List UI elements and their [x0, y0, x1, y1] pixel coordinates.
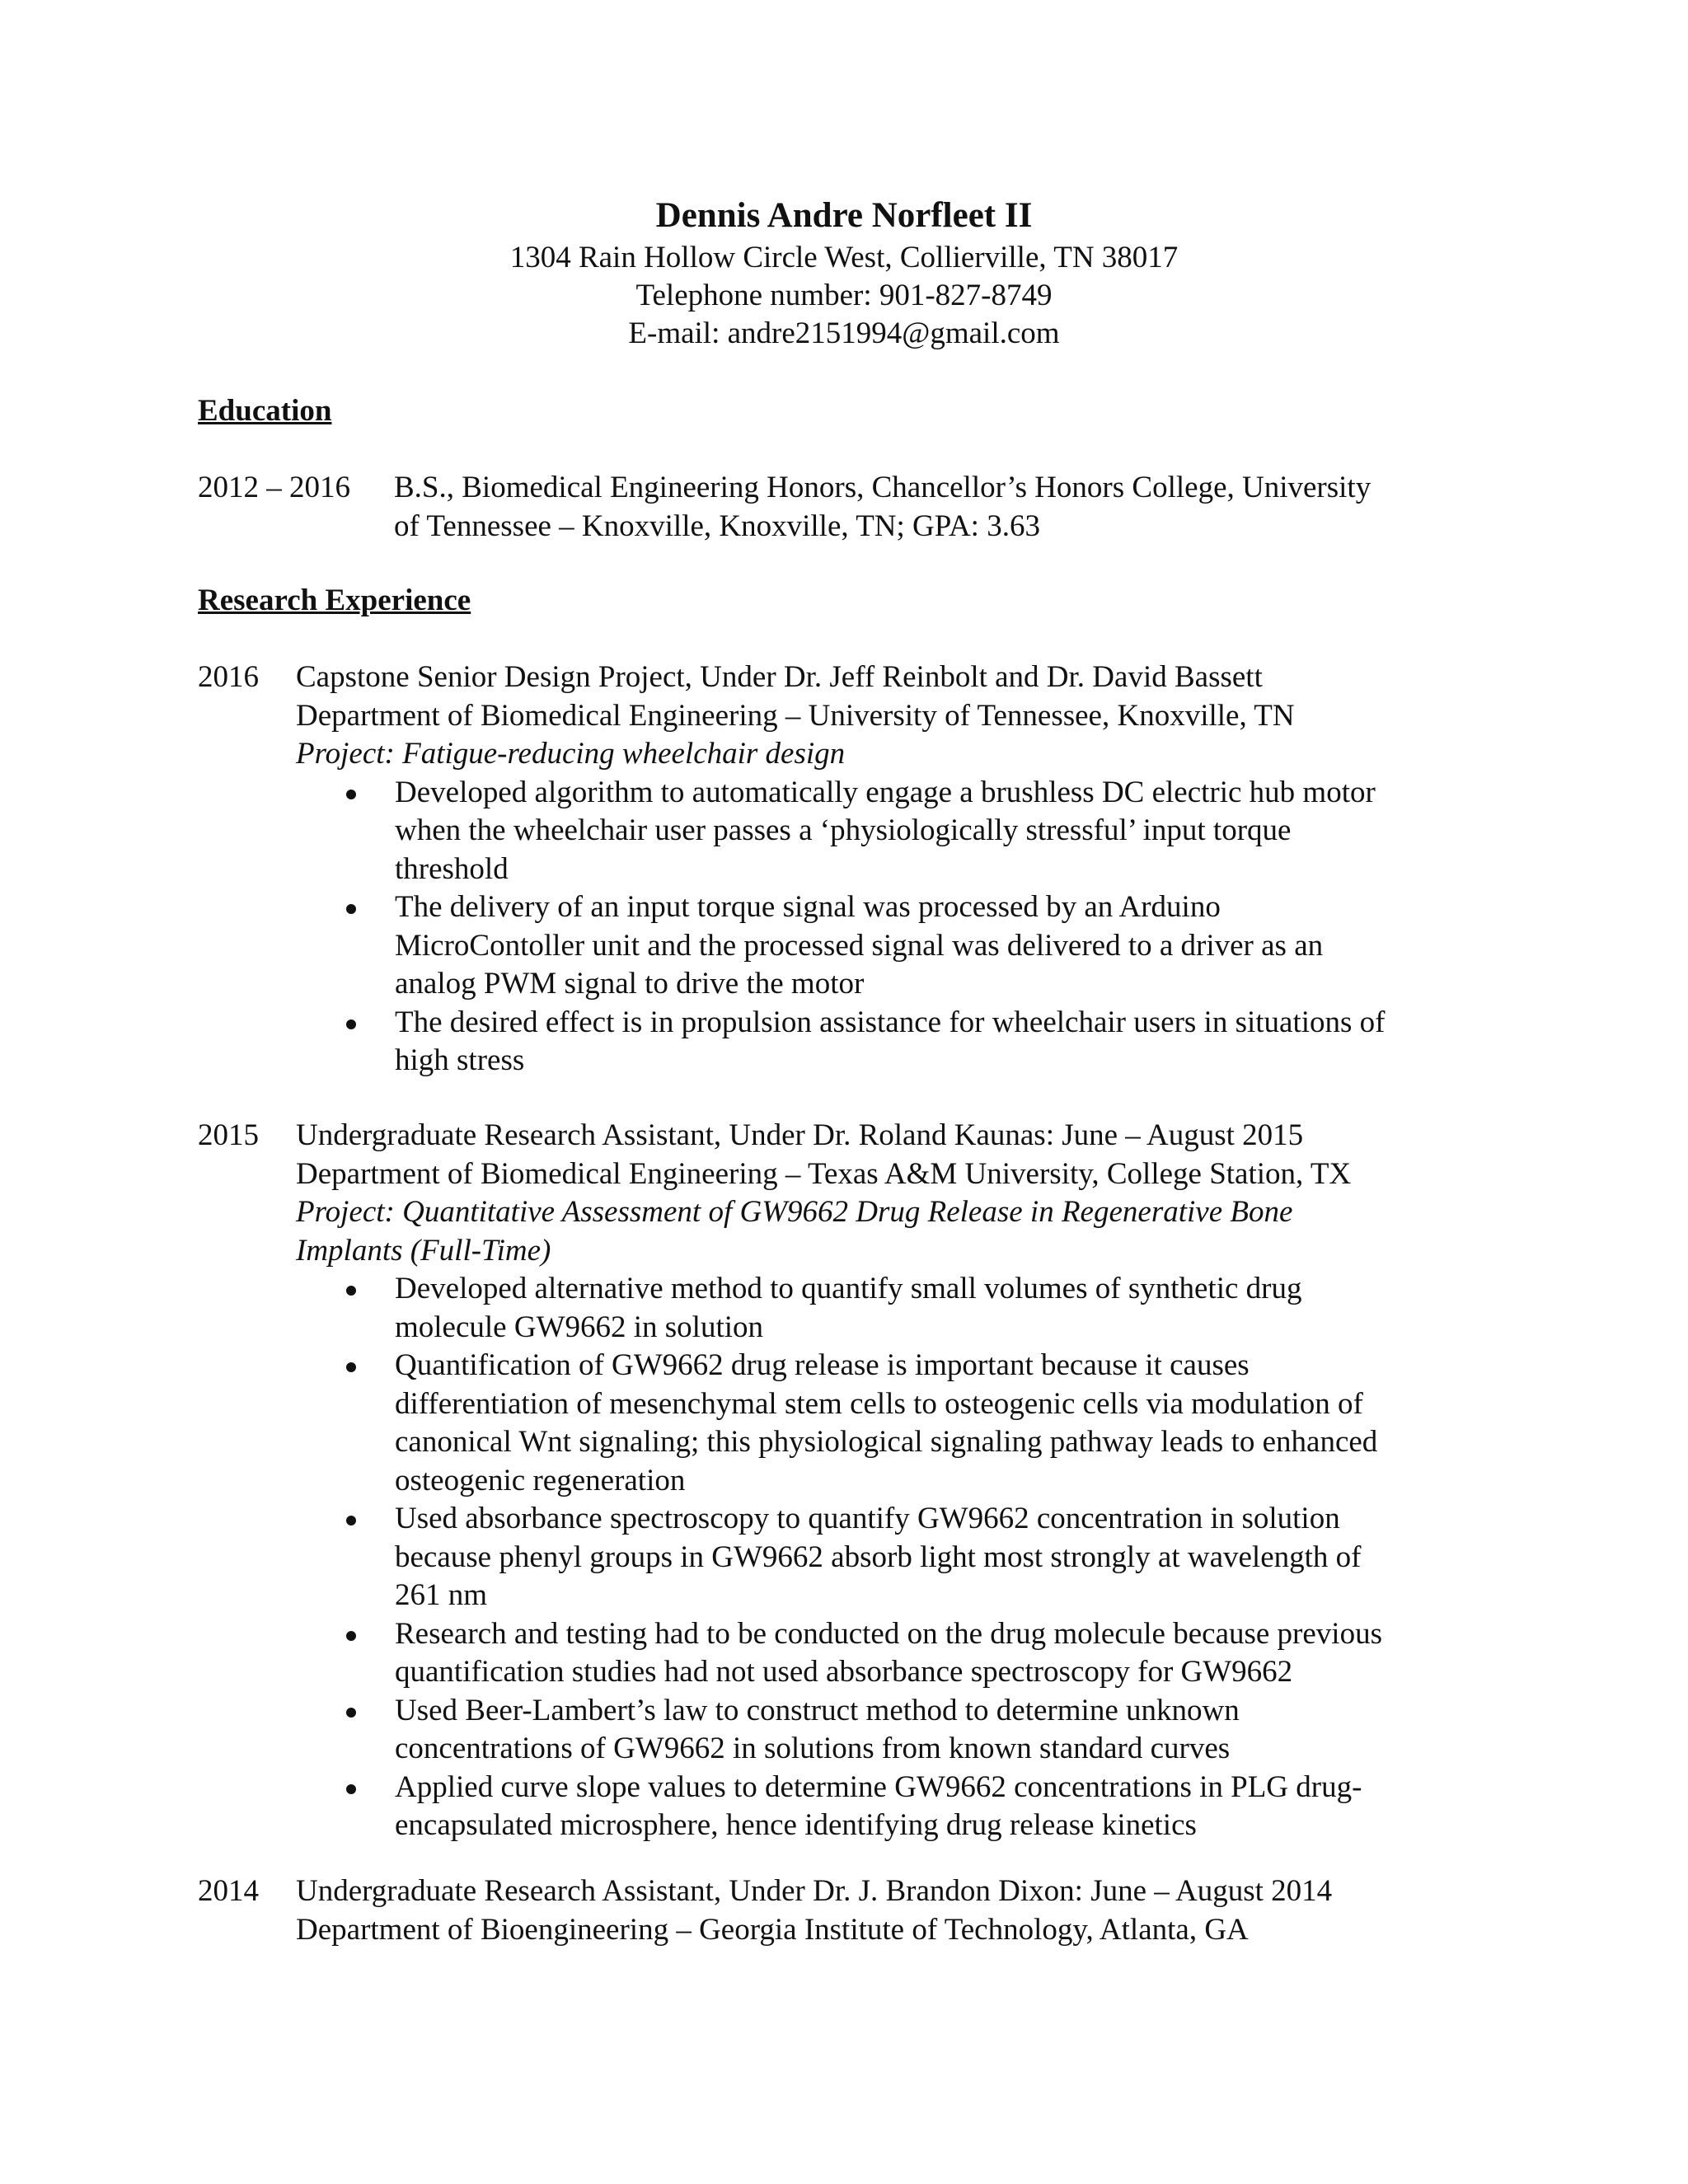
bullet-icon — [346, 904, 356, 914]
list-item — [296, 888, 1386, 1004]
bullet-line: Developed alternative method to quantify small volumes of synthetic drug — [395, 1272, 1302, 1305]
education-heading: Education — [198, 394, 332, 428]
entry-details — [296, 658, 1386, 1080]
bullet-list — [296, 1270, 1382, 1845]
resume-header — [0, 193, 1688, 353]
entry-department: Department of Biomedical Engineering – Texas A&M University, College Station, TX — [296, 1156, 1352, 1191]
list-item — [296, 1692, 1382, 1769]
bullet-line: Research and testing had to be conducted on the drug molecule because previous — [395, 1616, 1382, 1651]
bullet-line: Applied curve slope values to determine GW9662 concentrations in PLG drug- — [395, 1769, 1362, 1804]
bullet-icon — [346, 1784, 356, 1794]
bullet-line: when the wheelchair user passes a ‘physiologically stressful’ input torque — [395, 813, 1292, 847]
list-item — [296, 1769, 1382, 1845]
entry-title: Capstone Senior Design Project, Under Dr. Jeff Reinbolt and Dr. David Bassett — [296, 660, 1263, 694]
list-item — [296, 1615, 1382, 1692]
bullet-icon — [346, 1516, 356, 1526]
entry-details — [296, 1117, 1382, 1845]
bullet-line: because phenyl groups in GW9662 absorb light most strongly at wavelength of — [395, 1540, 1362, 1574]
education-line: B.S., Biomedical Engineering Honors, Chancellor’s Honors College, University — [394, 471, 1372, 504]
bullet-list — [296, 774, 1386, 1080]
bullet-line: concentrations of GW9662 in solutions from known standard curves — [395, 1732, 1231, 1765]
list-item — [296, 1270, 1382, 1347]
bullet-line: threshold — [395, 851, 509, 886]
email: E-mail: andre2151994@gmail.com — [628, 316, 1060, 350]
bullet-icon — [346, 1362, 356, 1372]
bullet-line: Developed algorithm to automatically engage a brushless DC electric hub motor — [395, 775, 1376, 809]
bullet-line: high stress — [395, 1043, 525, 1077]
bullet-icon — [346, 1286, 356, 1296]
entry-project: Implants (Full-Time) — [296, 1233, 551, 1268]
entry-project: Project: Quantitative Assessment of GW9662 Drug Release in Regenerative Bone — [296, 1195, 1293, 1229]
entry-project: Project: Fatigue-reducing wheelchair design — [296, 737, 846, 771]
entry-department: Department of Biomedical Engineering – University of Tennessee, Knoxville, TN — [296, 698, 1295, 733]
entry-title: Undergraduate Research Assistant, Under Dr. Roland Kaunas: June – August 2015 — [296, 1118, 1304, 1152]
list-item — [296, 1500, 1382, 1615]
bullet-line: osteogenic regeneration — [395, 1463, 686, 1497]
bullet-icon — [346, 1019, 356, 1029]
bullet-line: quantification studies had not used absorbance spectroscopy for GW9662 — [395, 1655, 1293, 1689]
entry-year: 2014 — [198, 1874, 259, 1908]
research-heading: Research Experience — [198, 583, 471, 617]
entry-year: 2015 — [198, 1118, 259, 1152]
list-item — [296, 774, 1386, 889]
bullet-line: Used Beer-Lambert’s law to construct method to determine unknown — [395, 1693, 1240, 1727]
bullet-line: The desired effect is in propulsion assistance for wheelchair users in situations of — [395, 1005, 1386, 1039]
entry-department: Department of Bioengineering – Georgia Institute of Technology, Atlanta, GA — [296, 1912, 1249, 1947]
entry-year: 2016 — [198, 660, 259, 694]
bullet-line: Quantification of GW9662 drug release is important because it causes — [395, 1348, 1250, 1382]
list-item — [296, 1004, 1386, 1080]
bullet-line: canonical Wnt signaling; this physiological signaling pathway leads to enhanced — [395, 1425, 1378, 1459]
bullet-line: 261 nm — [395, 1578, 488, 1612]
bullet-line: MicroContoller unit and the processed signal was delivered to a driver as an — [395, 928, 1324, 963]
education-years: 2012 – 2016 — [198, 471, 350, 504]
telephone: Telephone number: 901-827-8749 — [635, 279, 1053, 312]
bullet-line: molecule GW9662 in solution — [395, 1310, 764, 1344]
entry-title: Undergraduate Research Assistant, Under Dr. J. Brandon Dixon: June – August 2014 — [296, 1874, 1333, 1908]
bullet-line: encapsulated microsphere, hence identifying drug release kinetics — [395, 1808, 1197, 1842]
bullet-icon — [346, 790, 356, 799]
candidate-name: Dennis Andre Norfleet II — [655, 196, 1033, 235]
bullet-line: analog PWM signal to drive the motor — [395, 967, 865, 1001]
education-line: of Tennessee – Knoxville, Knoxville, TN; GPA: 3.63 — [394, 509, 1040, 543]
bullet-icon — [346, 1631, 356, 1641]
bullet-line: The delivery of an input torque signal was processed by an Arduino — [395, 890, 1221, 924]
education-details — [394, 469, 1371, 546]
address: 1304 Rain Hollow Circle West, Collierville, TN 38017 — [509, 241, 1179, 274]
list-item — [296, 1347, 1382, 1500]
bullet-line: Used absorbance spectroscopy to quantify GW9662 concentration in solution — [395, 1502, 1340, 1535]
bullet-line: differentiation of mesenchymal stem cells to osteogenic cells via modulation of — [395, 1386, 1363, 1421]
bullet-icon — [346, 1708, 356, 1718]
entry-details — [296, 1872, 1332, 1949]
